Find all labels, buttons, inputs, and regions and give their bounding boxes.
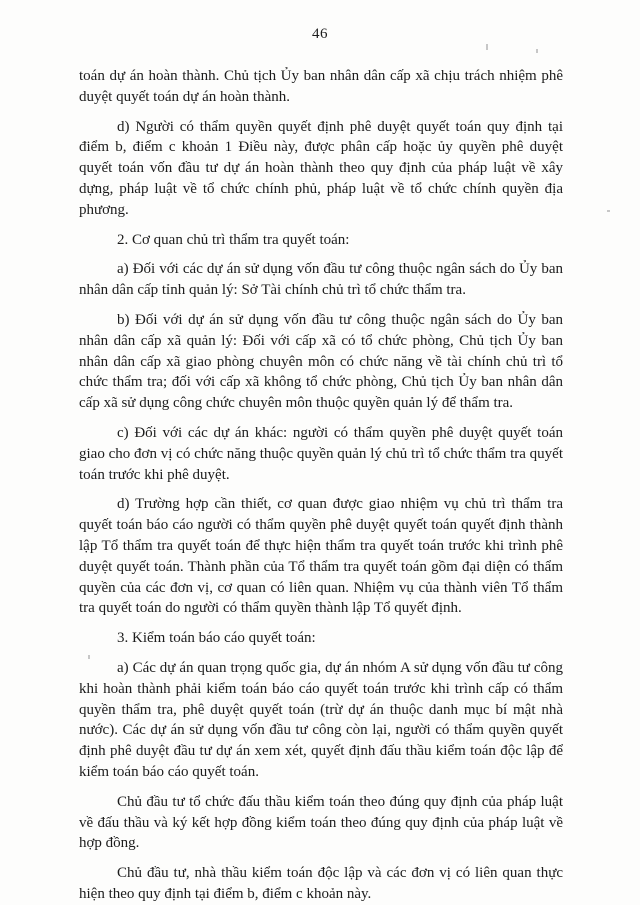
paragraph: d) Người có thẩm quyền quyết định phê duyệt quyết toán quy định tại điểm b, điểm c khoản 1 Điều này, được phân cấp hoặc ủy quyền phê duyệt quyết toán vốn đầu tư dự án hoàn thành theo quy định của pháp luật về xây dựng, pháp luật về tổ chức chính phủ, pháp luật về tổ chức chính quyền địa phương.	[79, 118, 563, 218]
page-number: 46	[312, 26, 328, 42]
paragraph: c) Đối với các dự án khác: người có thẩm quyền phê duyệt quyết toán giao cho đơn vị có chức năng thuộc quyền quản lý chủ trì tổ chức thẩm tra quyết toán trước khi phê duyệt.	[79, 424, 563, 483]
paragraph: Chủ đầu tư, nhà thầu kiểm toán độc lập và các đơn vị có liên quan thực hiện theo quy định tại điểm b, điểm c khoản này.	[79, 865, 563, 902]
paragraph: 2. Cơ quan chủ trì thẩm tra quyết toán:	[117, 231, 350, 248]
paragraph: b) Đối với dự án sử dụng vốn đầu tư công thuộc ngân sách do Ủy ban nhân dân cấp xã quản lý: Đối với cấp xã có tổ chức phòng, Chủ tịch Ủy ban nhân dân cấp xã giao phòng chuyên môn có chức năng về tài chính chủ trì tổ chức thẩm tra; đối với cấp xã không tổ chức phòng, Chủ tịch Ủy ban nhân dân cấp xã sử dụng công chức chuyên môn thuộc quyền quản lý để thẩm tra.	[79, 311, 563, 412]
paragraph: a) Các dự án quan trọng quốc gia, dự án nhóm A sử dụng vốn đầu tư công khi hoàn thành phải kiểm toán báo cáo quyết toán trước khi trình cấp có thẩm quyền thẩm tra, phê duyệt quyết toán (trừ dự án thuộc danh mục bí mật nhà nước). Các dự án sử dụng vốn đầu tư công còn lại, người có thẩm quyền quyết định phê duyệt đầu tư dự án xem xét, quyết định đấu thầu kiểm toán độc lập để kiểm toán báo cáo quyết toán.	[79, 659, 563, 780]
document-body	[79, 66, 563, 905]
paragraph: 3. Kiểm toán báo cáo quyết toán:	[117, 630, 316, 647]
scan-artifact	[536, 49, 538, 53]
scan-artifact	[607, 210, 610, 212]
paragraph: Chủ đầu tư tổ chức đấu thầu kiểm toán theo đúng quy định của pháp luật về đấu thầu và ký kết hợp đồng kiểm toán theo đúng quy định của pháp luật về hợp đồng.	[79, 793, 563, 852]
paragraph: a) Đối với các dự án sử dụng vốn đầu tư công thuộc ngân sách do Ủy ban nhân dân cấp tỉnh quản lý: Sở Tài chính chủ trì tổ chức thẩm tra.	[79, 261, 563, 299]
paragraph: d) Trường hợp cần thiết, cơ quan được giao nhiệm vụ chủ trì thẩm tra quyết toán báo cáo người có thẩm quyền phê duyệt quyết toán quyết định thành lập Tổ thẩm tra quyết toán để thực hiện thẩm tra quyết toán trước khi trình phê duyệt quyết toán. Thành phần của Tổ thẩm tra quyết toán gồm đại diện có thẩm quyền của các đơn vị, cơ quan có liên quan. Nhiệm vụ của thành viên Tổ thẩm tra quyết toán do người có thẩm quyền thành lập Tổ quyết định.	[79, 496, 563, 617]
paragraph: toán dự án hoàn thành. Chủ tịch Ủy ban nhân dân cấp xã chịu trách nhiệm phê duyệt quyết toán dự án hoàn thành.	[79, 68, 563, 105]
scan-artifact	[88, 655, 90, 659]
scan-artifact	[486, 44, 488, 50]
